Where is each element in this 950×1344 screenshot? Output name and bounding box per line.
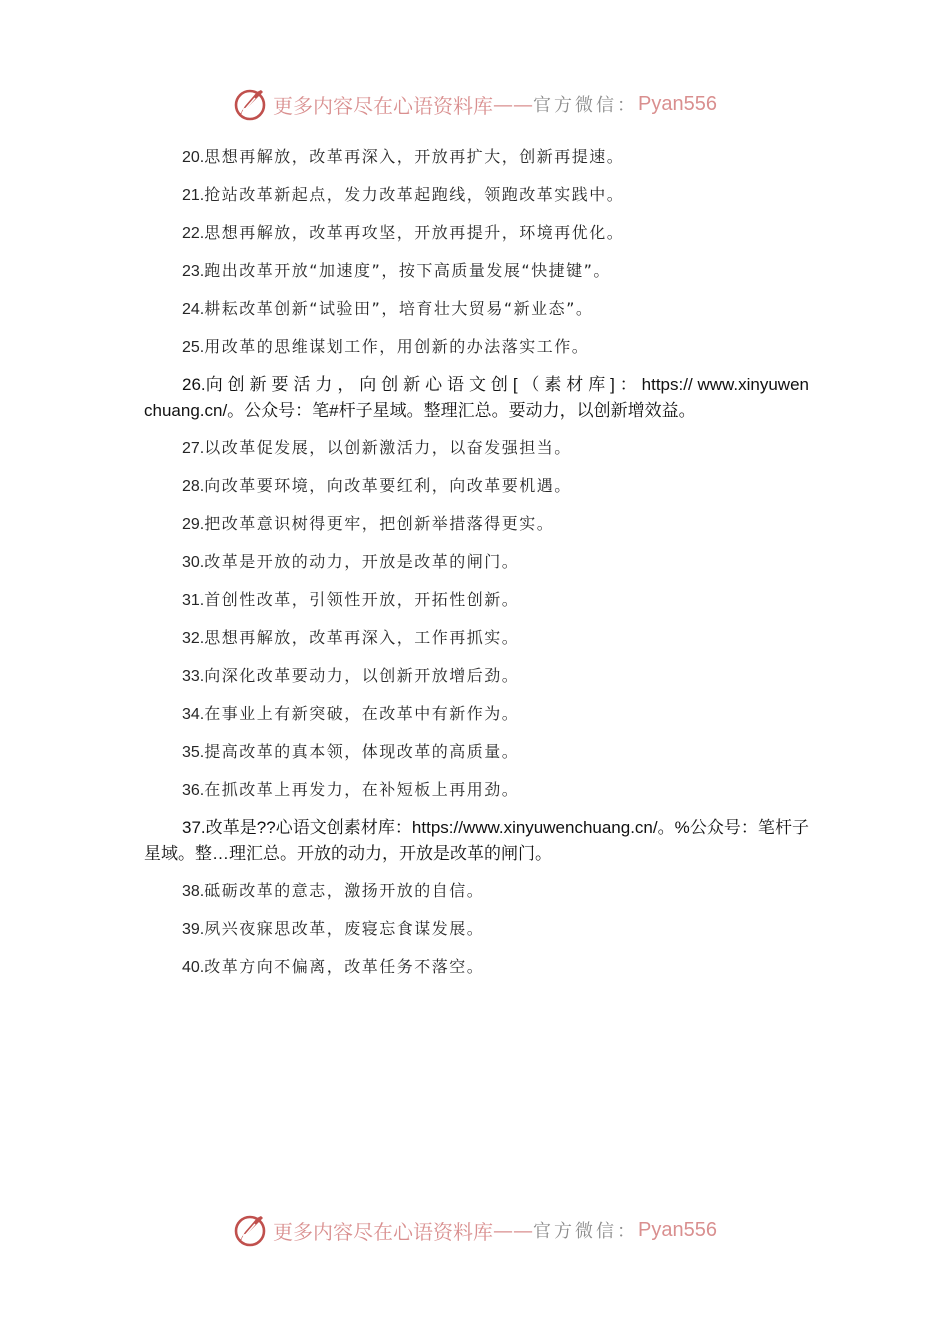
- list-item: 29.把改革意识树得更牢，把创新举措落得更实。: [182, 514, 555, 533]
- list-item: 40.改革方向不偏离，改革任务不落空。: [182, 957, 485, 976]
- list-item: 36.在抓改革上再发力，在补短板上再用劲。: [182, 780, 520, 799]
- list-item: 25.用改革的思维谋划工作，用创新的办法落实工作。: [182, 337, 590, 356]
- paragraph-37: 37.改革是??心语文创素材库：https://www.xinyuwenchuang.cn/。%公众号：笔杆子星域。整…理汇总。开放的动力，开放是改革的闸门。: [144, 818, 809, 863]
- quill-logo-icon: [233, 1212, 269, 1248]
- list-item: 28.向改革要环境，向改革要红利，向改革要机遇。: [182, 476, 572, 495]
- list-item: 22.思想再解放，改革再攻坚，开放再提升，环境再优化。: [182, 223, 625, 242]
- list-item: 21.抢站改革新起点，发力改革起跑线，领跑改革实践中。: [182, 185, 625, 204]
- list-item: 23.跑出改革开放“加速度”，按下高质量发展“快捷键”。: [182, 261, 611, 280]
- list-item: 31.首创性改革，引领性开放，开拓性创新。: [182, 590, 520, 609]
- document-body: [144, 144, 809, 992]
- banner-dash: ——: [493, 92, 534, 116]
- banner-wechat-label: 官方微信：: [533, 1221, 639, 1242]
- banner-wechat-id: Pyan556: [638, 92, 717, 115]
- list-item: 20.思想再解放，改革再深入，开放再扩大，创新再提速。: [182, 147, 625, 166]
- list-item: 33.向深化改革要动力，以创新开放增后劲。: [182, 666, 520, 685]
- banner-title: 更多内容尽在心语资料库: [273, 93, 494, 118]
- list-item: 39.夙兴夜寐思改革，废寝忘食谋发展。: [182, 919, 485, 938]
- list-item: 32.思想再解放，改革再深入，工作再抓实。: [182, 628, 520, 647]
- list-item: 27.以改革促发展，以创新激活力，以奋发强担当。: [182, 438, 572, 457]
- list-item: 35.提高改革的真本领，体现改革的高质量。: [182, 742, 520, 761]
- banner-dash: ——: [493, 1218, 534, 1242]
- list-item: 24.耕耘改革创新“试验田”，培育壮大贸易“新业态”。: [182, 299, 594, 318]
- list-item: 38.砥砺改革的意志，激扬开放的自信。: [182, 881, 485, 900]
- footer-banner: [0, 1210, 950, 1250]
- quill-logo-icon: [233, 86, 269, 122]
- list-item: 30.改革是开放的动力，开放是改革的闸门。: [182, 552, 520, 571]
- header-banner: [0, 84, 950, 124]
- banner-title: 更多内容尽在心语资料库: [273, 1219, 494, 1244]
- banner-wechat-label: 官方微信：: [533, 95, 639, 116]
- paragraph-26: 26.向 创 新 要 活 力 ， 向 创 新 心 语 文 创 [ （ 素 材 库 ] ： https:// www.xinyuwenchuang.cn/。公众号：笔#杆子星域。整理汇总。要动力，以创新增效益。: [144, 375, 809, 420]
- banner-wechat-id: Pyan556: [638, 1218, 717, 1241]
- list-item: 34.在事业上有新突破，在改革中有新作为。: [182, 704, 520, 723]
